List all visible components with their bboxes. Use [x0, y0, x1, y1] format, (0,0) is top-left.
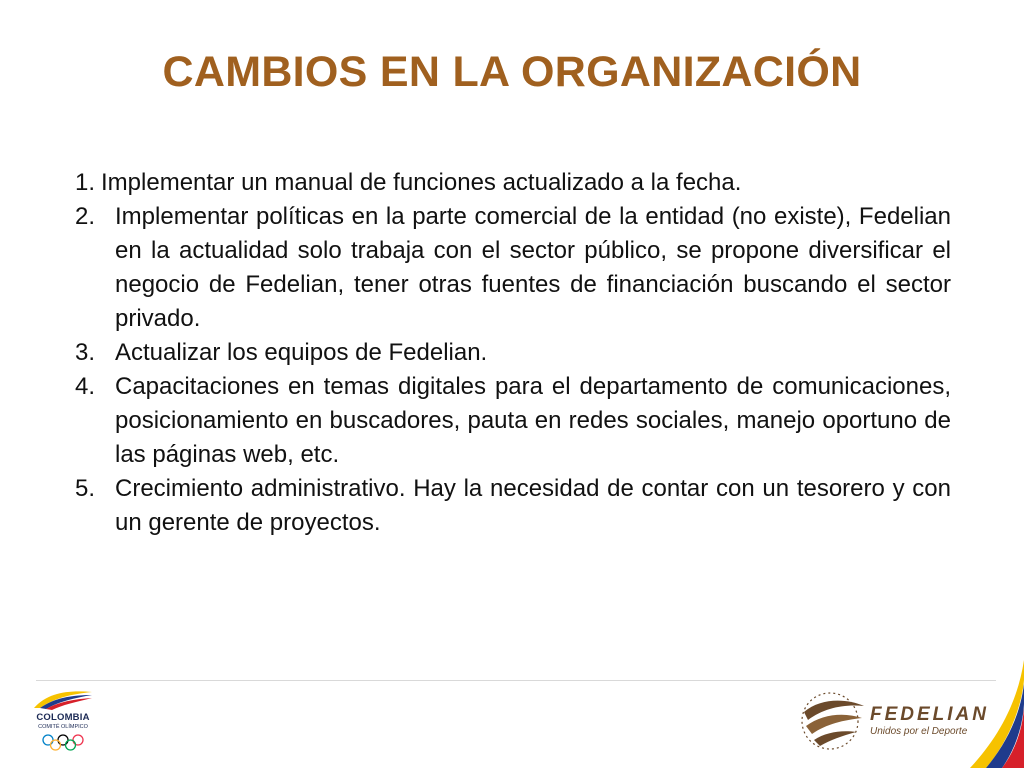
list-item-number: 1.	[75, 169, 96, 196]
list-item-number: 5.	[75, 475, 96, 502]
corner-flag-flourish-icon	[960, 660, 1024, 768]
list-item-number: 3.	[75, 339, 96, 366]
list-item	[75, 336, 951, 370]
colombia-olympic-logo	[28, 688, 98, 758]
list-item	[75, 200, 951, 336]
list-item-number: 4.	[75, 373, 96, 400]
list-item-number: 2.	[75, 203, 96, 230]
colombia-flag-swoosh-icon	[32, 688, 94, 710]
footer-divider	[36, 680, 996, 681]
olympic-rings-icon	[40, 734, 86, 752]
list-item-text: Actualizar los equipos de Fedelian.	[115, 339, 488, 366]
list-item-text: Capacitaciones en temas digitales para el departamento de comunicaciones, posicionamiento en buscadores, pauta en redes sociales, manejo oportuno de las páginas web, etc.	[115, 373, 951, 468]
fedelian-logo-name: FEDELIAN	[870, 704, 989, 725]
list-item-text: Crecimiento administrativo. Hay la necesidad de contar con un tesorero y con un gerente de proyectos.	[115, 475, 951, 536]
numbered-list	[75, 166, 951, 540]
list-item-text: Implementar políticas en la parte comercial de la entidad (no existe), Fedelian en la actualidad solo trabaja con el sector público, se propone diversificar el negocio de Fedelian, tener otras fuentes de financiación buscando el sector privado.	[115, 203, 951, 332]
colombia-logo-name: COLOMBIA	[36, 712, 90, 723]
slide-title: CAMBIOS EN LA ORGANIZACIÓN	[162, 48, 862, 96]
fedelian-emblem-icon	[800, 690, 866, 752]
list-item-text: Implementar un manual de funciones actualizado a la fecha.	[101, 169, 742, 196]
list-item	[75, 472, 951, 540]
fedelian-logo	[800, 690, 989, 754]
list-item	[75, 166, 951, 200]
list-item	[75, 370, 951, 472]
fedelian-logo-slogan: Unidos por el Deporte	[870, 726, 968, 737]
colombia-logo-subtitle: COMITÉ OLÍMPICO	[38, 724, 88, 730]
